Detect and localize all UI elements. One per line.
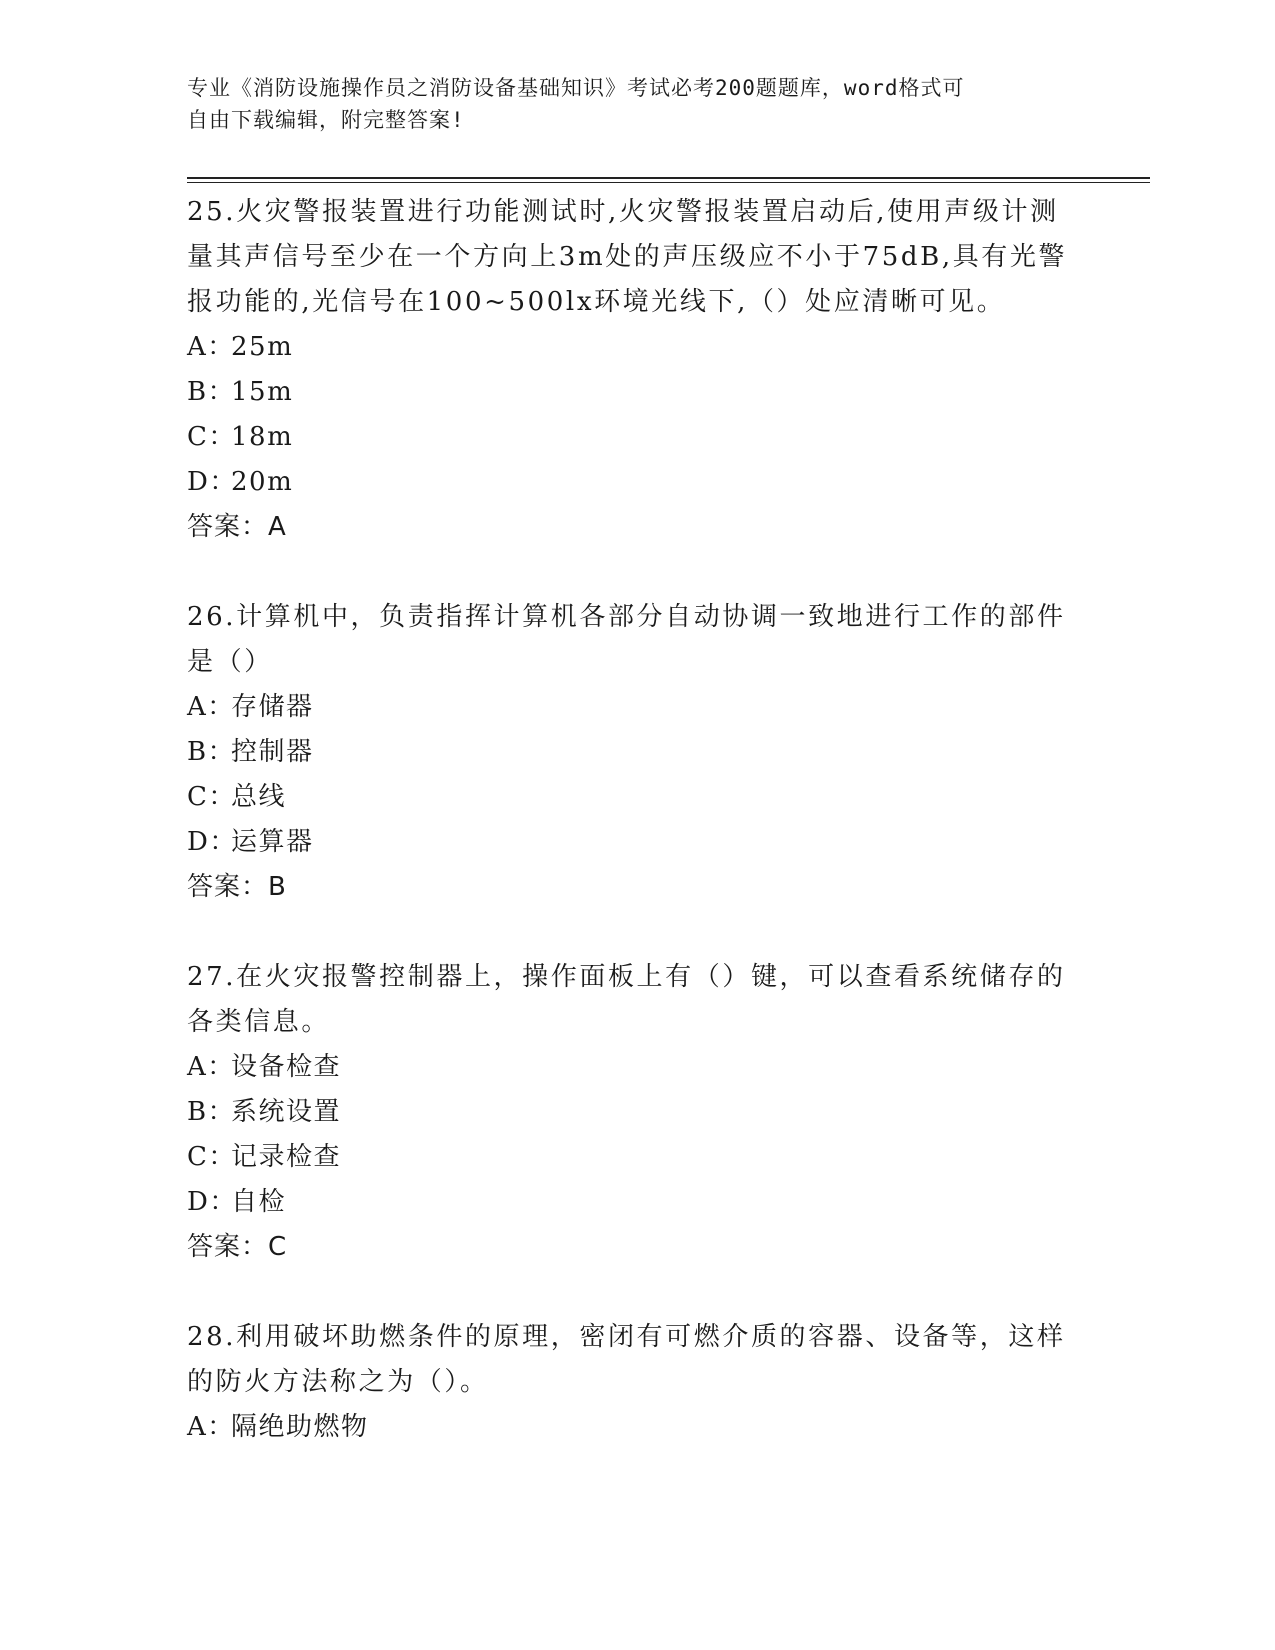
option-key: C： <box>187 782 236 812</box>
option-d <box>187 460 1087 505</box>
option-value: 总线 <box>231 782 287 812</box>
option-key: D： <box>187 1187 237 1217</box>
question-list <box>187 190 1087 1450</box>
option-a <box>187 325 1087 370</box>
header-divider-thick <box>187 177 1150 179</box>
option-key: B： <box>187 737 236 767</box>
option-value: 系统设置 <box>231 1097 342 1127</box>
option-d <box>187 1180 1087 1225</box>
option-key: C： <box>187 422 236 452</box>
option-value: 存储器 <box>231 692 314 722</box>
option-a <box>187 685 1087 730</box>
option-key: C： <box>187 1142 236 1172</box>
option-key: A： <box>187 1052 235 1082</box>
option-value: 自检 <box>231 1187 287 1217</box>
answer-line: 答案：B <box>187 872 287 902</box>
option-value: 隔绝助燃物 <box>231 1412 369 1442</box>
answer-line: 答案：A <box>187 512 287 542</box>
option-key: A： <box>187 1412 235 1442</box>
question-27 <box>187 955 1087 1270</box>
question-25 <box>187 190 1087 550</box>
option-key: A： <box>187 692 235 722</box>
option-b <box>187 370 1087 415</box>
option-b <box>187 730 1087 775</box>
document-header <box>187 72 1067 136</box>
question-text: 27.在火灾报警控制器上，操作面板上有（）键，可以查看系统储存的各类信息。 <box>187 962 1066 1037</box>
header-divider-thin <box>187 182 1150 183</box>
option-key: B： <box>187 1097 236 1127</box>
option-key: D： <box>187 827 237 857</box>
question-text: 25.火灾警报装置进行功能测试时,火灾警报装置启动后,使用声级计测量其声信号至少在一个方向上3m处的声压级应不小于75dB,具有光警报功能的,光信号在100~500lx环境光线下,（）处应清晰可见。 <box>187 197 1068 317</box>
option-b <box>187 1090 1087 1135</box>
option-value: 20m <box>231 467 294 497</box>
option-key: D： <box>187 467 237 497</box>
option-value: 设备检查 <box>231 1052 342 1082</box>
option-c <box>187 775 1087 820</box>
option-a <box>187 1405 1087 1450</box>
option-value: 控制器 <box>231 737 314 767</box>
option-d <box>187 820 1087 865</box>
option-key: A： <box>187 332 235 362</box>
question-text: 26.计算机中，负责指挥计算机各部分自动协调一致地进行工作的部件是（） <box>187 602 1066 677</box>
question-text: 28.利用破坏助燃条件的原理，密闭有可燃介质的容器、设备等，这样的防火方法称之为（）。 <box>187 1322 1066 1397</box>
option-a <box>187 1045 1087 1090</box>
question-26 <box>187 595 1087 910</box>
question-28 <box>187 1315 1087 1450</box>
option-value: 25m <box>231 332 294 362</box>
answer-line: 答案：C <box>187 1232 288 1262</box>
option-c <box>187 415 1087 460</box>
header-line-2: 自由下载编辑，附完整答案! <box>187 108 465 132</box>
option-c <box>187 1135 1087 1180</box>
header-line-1: 专业《消防设施操作员之消防设备基础知识》考试必考200题题库，word格式可 <box>187 76 965 100</box>
option-value: 15m <box>231 377 294 407</box>
option-key: B： <box>187 377 236 407</box>
option-value: 记录检查 <box>231 1142 342 1172</box>
option-value: 18m <box>231 422 294 452</box>
option-value: 运算器 <box>231 827 314 857</box>
